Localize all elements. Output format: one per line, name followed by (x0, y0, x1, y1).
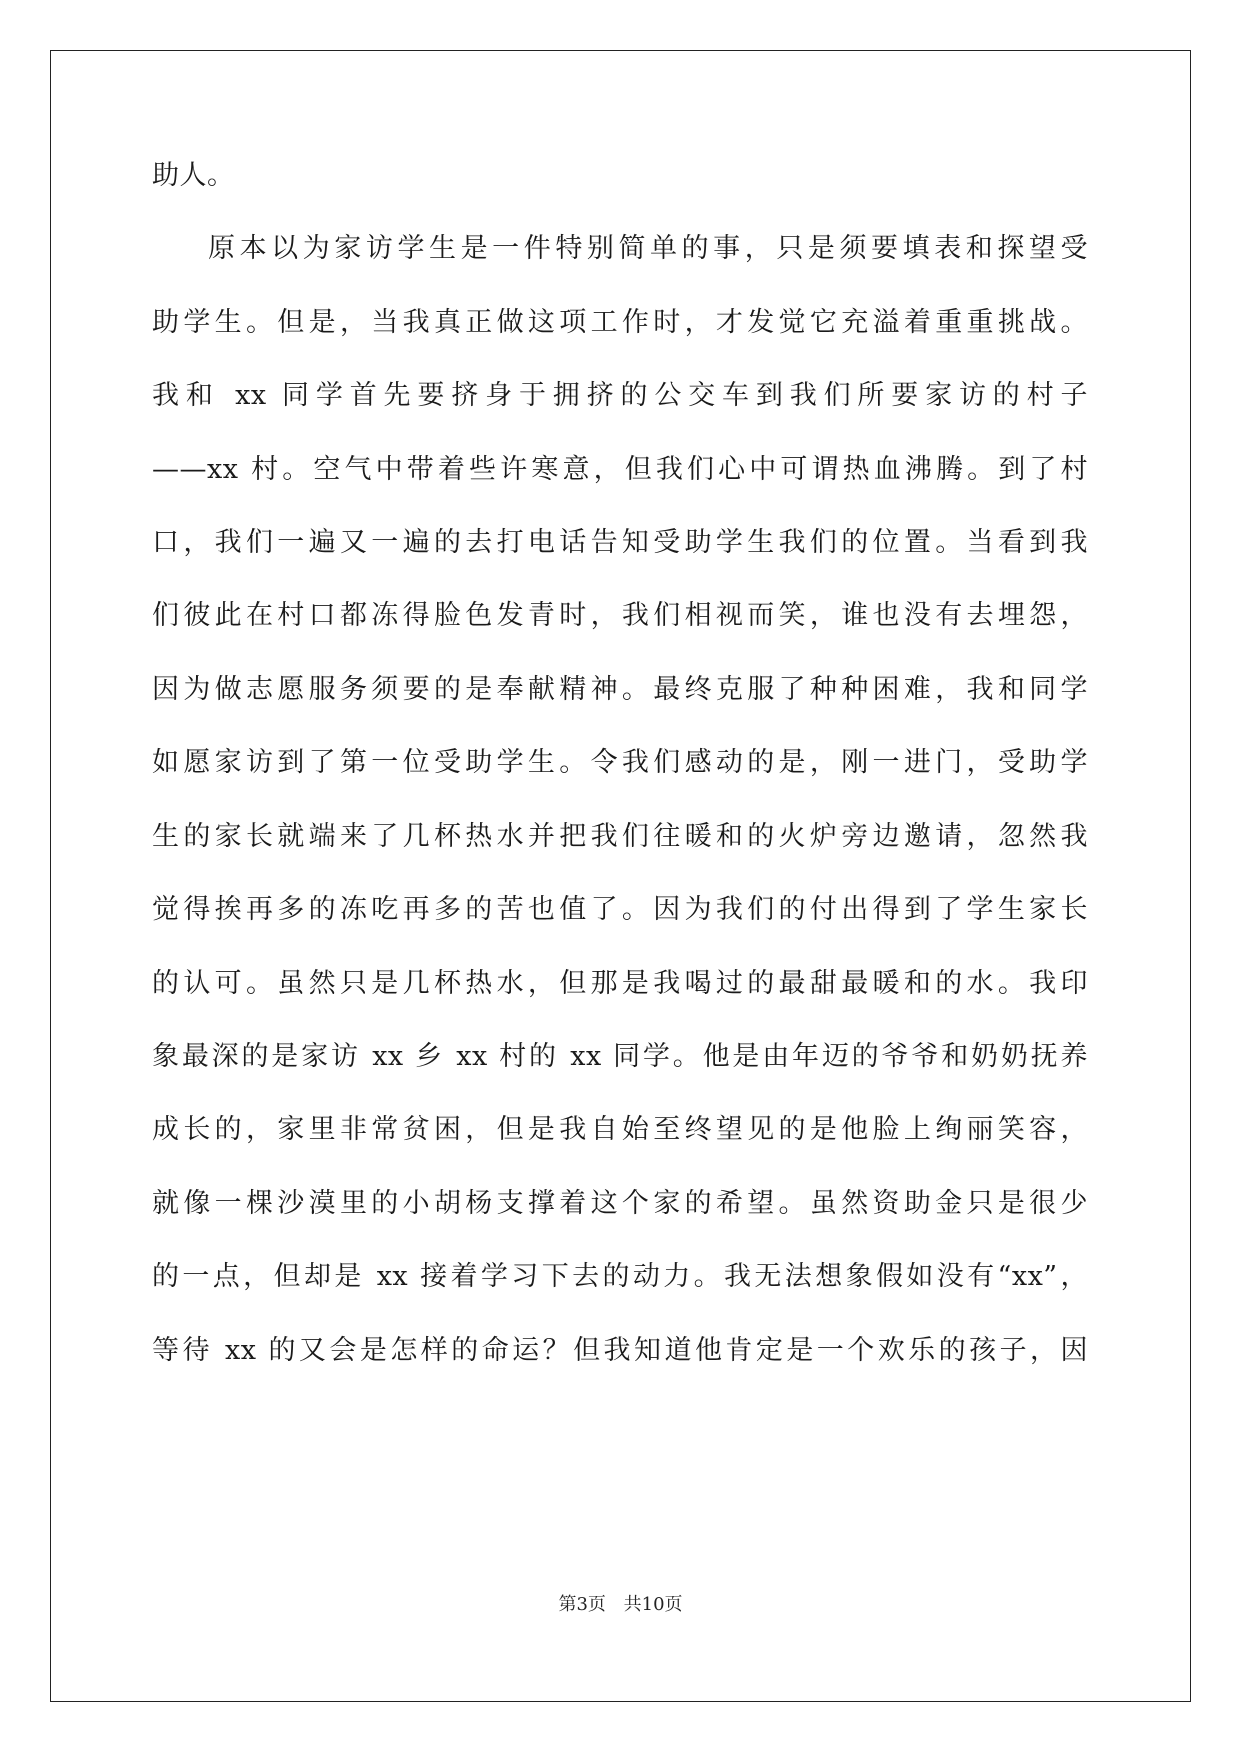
paragraph-first-line: 原本以为家访学生是一件特别简单的事，只是须要填表和探望受 (208, 233, 1088, 264)
text-line: 助学生。但是，当我真正做这项工作时，才发觉它充溢着重重挑战。 (152, 307, 1088, 338)
text-line: 觉得挨再多的冻吃再多的苦也值了。因为我们的付出得到了学生家长 (152, 894, 1088, 925)
text-line: 生的家长就端来了几杯热水并把我们往暖和的火炉旁边邀请，忽然我 (152, 821, 1088, 852)
text-line: 的认可。虽然只是几杯热水，但那是我喝过的最甜最暖和的水。我印 (152, 968, 1088, 999)
text-line: ——xx 村。空气中带着些许寒意，但我们心中可谓热血沸腾。到了村 (152, 454, 1088, 485)
text-line: 的一点，但却是 xx 接着学习下去的动力。我无法想象假如没有“xx”， (152, 1261, 1088, 1292)
text-line: 就像一棵沙漠里的小胡杨支撑着这个家的希望。虽然资助金只是很少 (152, 1188, 1088, 1219)
text-line: 我和 xx 同学首先要挤身于拥挤的公交车到我们所要家访的村子 (152, 380, 1088, 411)
text-line: 们彼此在村口都冻得脸色发青时，我们相视而笑，谁也没有去埋怨， (152, 600, 1088, 631)
text-line: 成长的，家里非常贫困，但是我自始至终望见的是他脸上绚丽笑容， (152, 1114, 1088, 1145)
text-line: 等待 xx 的又会是怎样的命运？但我知道他肯定是一个欢乐的孩子，因 (152, 1335, 1088, 1366)
page-number: 第3页 (558, 1594, 606, 1615)
page-footer (0, 1590, 1241, 1616)
text-line: 如愿家访到了第一位受助学生。令我们感动的是，刚一进门，受助学 (152, 747, 1088, 778)
text-line: 象最深的是家访 xx 乡 xx 村的 xx 同学。他是由年迈的爷爷和奶奶抚养 (152, 1041, 1088, 1072)
text-line: 助人。 (152, 160, 235, 191)
text-line: 口，我们一遍又一遍的去打电话告知受助学生我们的位置。当看到我 (152, 527, 1088, 558)
page-total: 共10页 (623, 1594, 683, 1615)
page-frame (50, 50, 1191, 1702)
text-line: 因为做志愿服务须要的是奉献精神。最终克服了种种困难，我和同学 (152, 674, 1088, 705)
